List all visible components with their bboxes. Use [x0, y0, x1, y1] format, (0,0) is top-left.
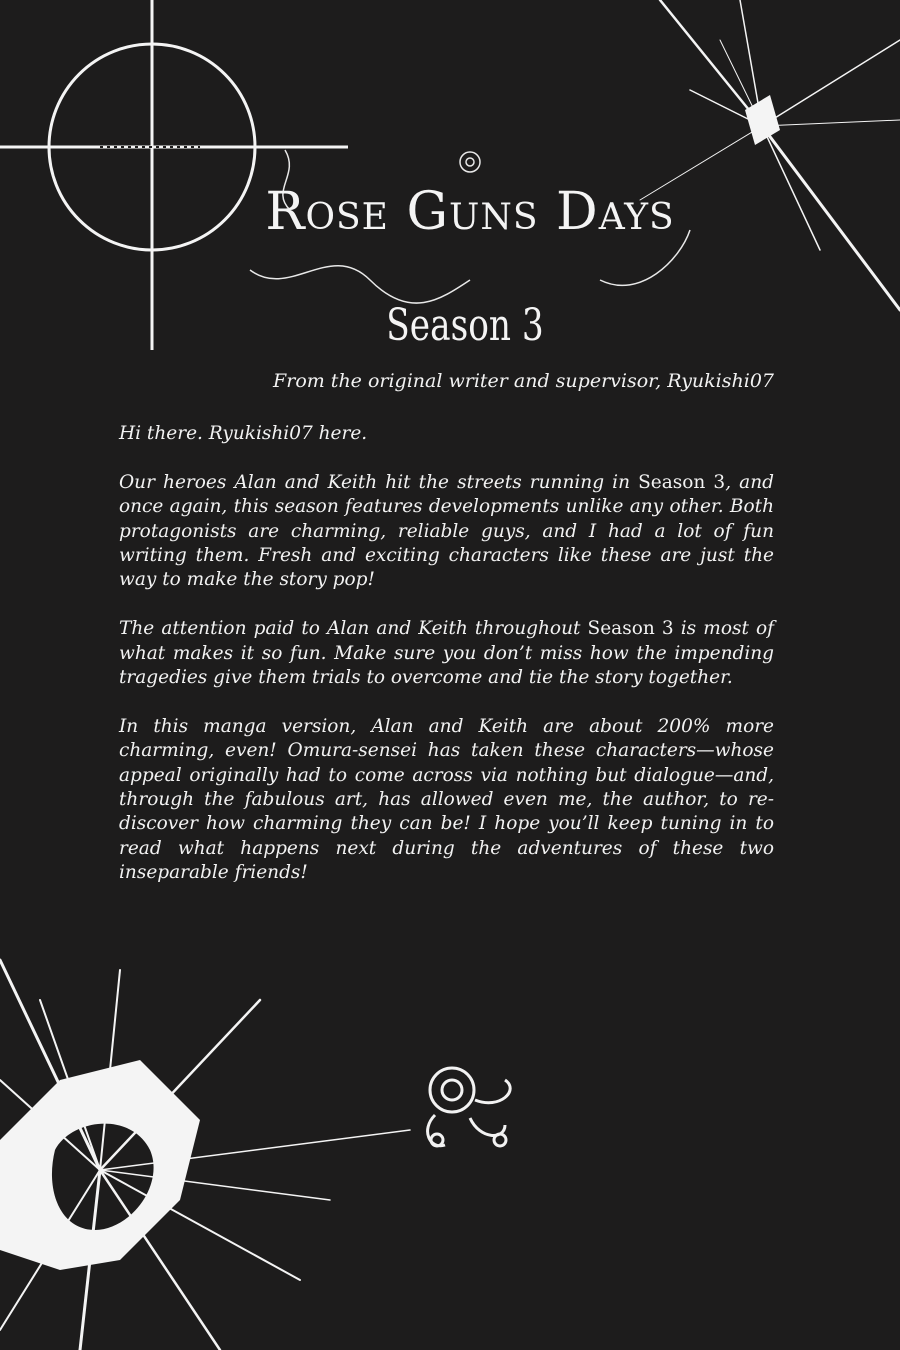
shattered-glass-icon	[640, 0, 900, 310]
paragraph-1-season: Season 3	[638, 471, 726, 493]
shattered-glass-bottom-icon	[0, 960, 410, 1350]
series-logo: Rose Guns Days	[265, 182, 675, 242]
paragraph-2-season: Season 3	[587, 618, 674, 640]
greeting-paragraph: Hi there. Ryukishi07 here.	[119, 423, 368, 444]
paragraph-2	[119, 617, 774, 690]
season-title: Season 3	[386, 300, 544, 351]
paragraph-1-text-a: Our heroes Alan and Keith hit the streets running in	[119, 471, 639, 493]
paragraph-2-text-a: The attention paid to Alan and Keith throughout	[119, 618, 588, 640]
paragraph-2-text-c: is most of what makes it so fun. Make sure you don’t miss how the impending tragedies give them trials to overcome and tie the story together.	[119, 618, 774, 689]
paragraph-3: In this manga version, Alan and Keith are about 200% more charming, even! Omura-sensei has taken these characters—whose appeal originally had to come across via nothing but dialogue—and, through the fabulous art, has allowed even me, the author, to re-discover how charming they can be! I hope you’ll keep tuning in to read what happens next during the adventures of these two inseparable friends!	[119, 715, 774, 884]
paragraph-1	[119, 471, 774, 593]
rose-ornament-icon	[428, 1068, 511, 1146]
byline: From the original writer and supervisor, Ryukishi07	[273, 370, 774, 392]
letter-body	[119, 422, 774, 910]
crosshair-icon	[0, 0, 348, 350]
paragraph-1-text-c: , and once again, this season features developments unlike any other. Both protagonists are charming, reliable guys, and I had a lot of fun writing them. Fresh and exciting characters like these are just the way to make the story pop!	[119, 471, 774, 591]
